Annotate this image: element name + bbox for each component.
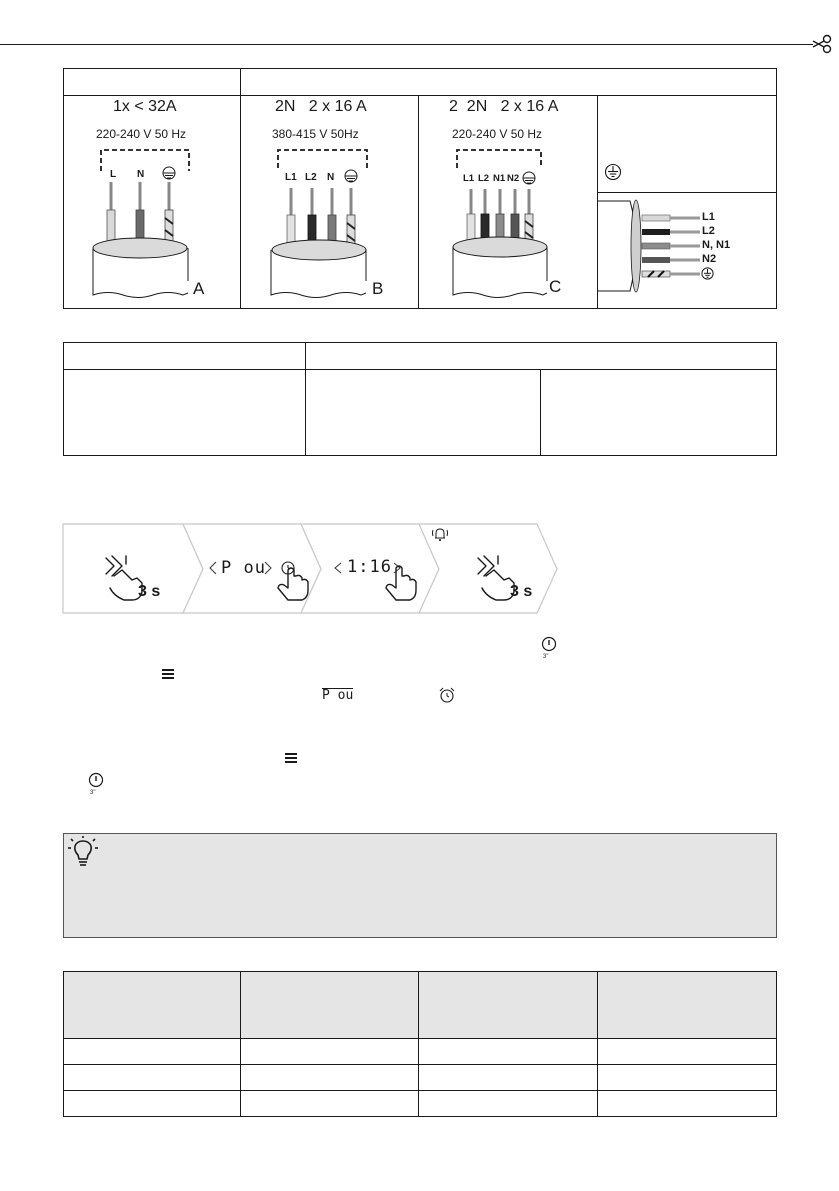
legend-l2: L2 <box>702 225 715 237</box>
lightbulb-icon <box>66 836 100 870</box>
wiring-c-title: 2 2N 2 x 16 A <box>449 98 559 115</box>
wiring-c-label-l2: L2 <box>478 173 490 184</box>
bottom-table-header <box>64 972 776 1038</box>
wiring-a-voltage: 220-240 V 50 Hz <box>96 127 187 141</box>
wiring-b-voltage: 380-415 V 50Hz <box>272 127 359 141</box>
wiring-b-label-l2: L2 <box>305 172 317 183</box>
power-icon <box>540 636 558 660</box>
legend-n2: N2 <box>702 253 717 265</box>
svg-text:3": 3" <box>90 790 96 796</box>
step-1-label: 3 s <box>138 583 161 600</box>
cable-legend-diagram <box>598 193 777 309</box>
earth-icon <box>701 267 714 280</box>
info-table <box>63 342 777 456</box>
wiring-b-label-l1: L1 <box>285 172 297 183</box>
wiring-a-title: 1x < 32A <box>113 98 177 115</box>
wiring-b-diagram <box>241 140 418 308</box>
wiring-b-letter: B <box>372 279 384 298</box>
menu-icon <box>284 752 298 764</box>
step-3-display: 1:16 <box>347 557 392 577</box>
wiring-b-label-n: N <box>327 172 335 183</box>
wiring-c-voltage: 220-240 V 50 Hz <box>452 127 543 141</box>
earth-icon <box>523 172 535 184</box>
earth-icon <box>604 163 622 181</box>
power-icon <box>87 772 105 796</box>
earth-icon <box>163 167 175 179</box>
step-2-display: P ou <box>221 558 266 578</box>
legend-l1: L1 <box>702 211 715 223</box>
wiring-c-label-n1: N1 <box>493 173 506 184</box>
legend-n-n1: N, N1 <box>702 239 731 251</box>
wiring-c-label-l1: L1 <box>463 173 475 184</box>
wiring-a-diagram <box>63 140 240 308</box>
wiring-a-label-l: L <box>110 169 117 180</box>
cut-line <box>0 44 813 45</box>
step-4-label: 3 s <box>510 583 533 600</box>
wiring-c-letter: C <box>549 277 562 296</box>
bell-ringing-icon <box>430 526 450 542</box>
wiring-c-label-n2: N2 <box>507 173 520 184</box>
wiring-a-letter: A <box>193 279 205 298</box>
wiring-a-label-n: N <box>137 169 145 180</box>
alarm-clock-icon <box>438 686 456 704</box>
wiring-b-title: 2N 2 x 16 A <box>275 98 367 115</box>
menu-icon <box>161 668 175 680</box>
earth-icon <box>345 170 357 182</box>
pou-inline: P ou <box>322 688 354 703</box>
tip-box <box>63 833 777 938</box>
wiring-c-diagram <box>419 140 596 308</box>
scissors-icon <box>812 34 834 54</box>
steps-sequence <box>62 520 562 616</box>
svg-text:3": 3" <box>543 654 549 660</box>
